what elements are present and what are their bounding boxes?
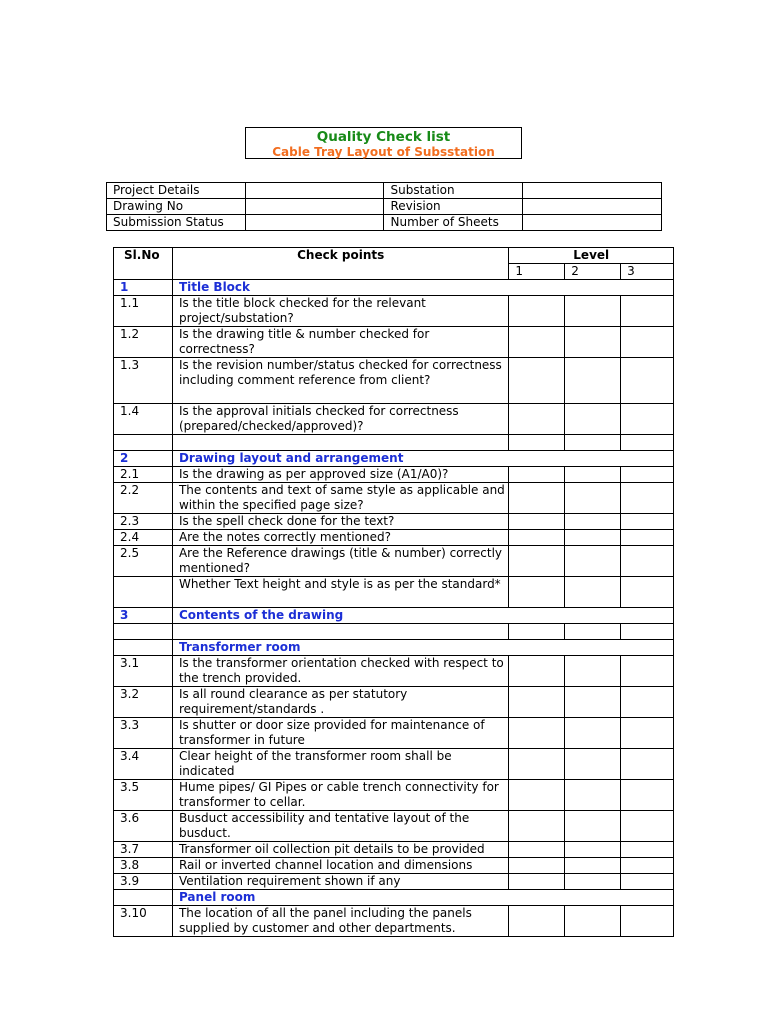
info-label: Substation	[384, 183, 523, 199]
item-number	[114, 435, 173, 451]
level-2-cell[interactable]	[565, 780, 621, 811]
item-number: 1.3	[114, 358, 173, 404]
checkpoint-text: Is the approval initials checked for correctness (prepared/checked/approved)?	[172, 404, 508, 435]
section-row	[114, 608, 674, 624]
info-value-field[interactable]	[523, 199, 662, 215]
level-1-cell[interactable]	[509, 577, 565, 608]
checkpoint-text	[172, 624, 508, 640]
item-number: 1.4	[114, 404, 173, 435]
checkpoint-text: Is the drawing title & number checked for correctness?	[172, 327, 508, 358]
item-number: 3.3	[114, 718, 173, 749]
level-3-cell[interactable]	[621, 718, 674, 749]
section-number	[114, 890, 173, 906]
level-3-cell[interactable]	[621, 296, 674, 327]
level-3-cell[interactable]	[621, 530, 674, 546]
blank-row	[114, 435, 674, 451]
checkpoint-text: Is shutter or door size provided for maintenance of transformer in future	[172, 718, 508, 749]
item-number: 2.5	[114, 546, 173, 577]
item-number: 2.4	[114, 530, 173, 546]
info-row	[107, 215, 662, 231]
level-3-header: 3	[621, 264, 674, 280]
checklist-row	[114, 358, 674, 404]
section-number	[114, 640, 173, 656]
level-2-cell[interactable]	[565, 858, 621, 874]
level-1-cell[interactable]	[509, 811, 565, 842]
level-2-cell[interactable]	[565, 467, 621, 483]
level-3-cell[interactable]	[621, 906, 674, 937]
level-2-cell[interactable]	[565, 656, 621, 687]
level-1-cell[interactable]	[509, 530, 565, 546]
info-value-field[interactable]	[245, 215, 384, 231]
checkpoint-text: The location of all the panel including the panels supplied by customer and other departments.	[172, 906, 508, 937]
item-number: 3.4	[114, 749, 173, 780]
checklist-row	[114, 296, 674, 327]
item-number: 3.1	[114, 656, 173, 687]
level-3-cell[interactable]	[621, 656, 674, 687]
level-3-cell[interactable]	[621, 358, 674, 404]
info-label: Drawing No	[107, 199, 246, 215]
checkpoint-text: Is the drawing as per approved size (A1/A0)?	[172, 467, 508, 483]
level-1-cell[interactable]	[509, 718, 565, 749]
checklist-row	[114, 467, 674, 483]
item-number: 1.1	[114, 296, 173, 327]
item-number: 3.5	[114, 780, 173, 811]
level-2-cell[interactable]	[565, 546, 621, 577]
section-title: Transformer room	[172, 640, 673, 656]
checkpoint-text: Is all round clearance as per statutory requirement/standards .	[172, 687, 508, 718]
level-3-cell[interactable]	[621, 404, 674, 435]
level-3-cell[interactable]	[621, 467, 674, 483]
item-number: 3.7	[114, 842, 173, 858]
level-1-cell[interactable]	[509, 749, 565, 780]
level-2-cell[interactable]	[565, 906, 621, 937]
checkpoint-text: Is the spell check done for the text?	[172, 514, 508, 530]
level-2-cell	[565, 624, 621, 640]
checkpoint-text: Clear height of the transformer room shall be indicated	[172, 749, 508, 780]
checklist-row	[114, 842, 674, 858]
level-3-cell	[621, 624, 674, 640]
section-row	[114, 890, 674, 906]
level-3-cell[interactable]	[621, 811, 674, 842]
level-1-cell[interactable]	[509, 842, 565, 858]
level-1-cell	[509, 435, 565, 451]
slno-header: Sl.No	[114, 248, 173, 280]
info-label: Submission Status	[107, 215, 246, 231]
checkpoint-text: Ventilation requirement shown if any	[172, 874, 508, 890]
item-number	[114, 577, 173, 608]
info-value-field[interactable]	[245, 199, 384, 215]
checkpoint-text: Hume pipes/ GI Pipes or cable trench connectivity for transformer to cellar.	[172, 780, 508, 811]
level-1-cell[interactable]	[509, 296, 565, 327]
level-2-cell[interactable]	[565, 514, 621, 530]
level-2-cell[interactable]	[565, 718, 621, 749]
level-1-cell[interactable]	[509, 514, 565, 530]
checklist-row	[114, 404, 674, 435]
section-row	[114, 451, 674, 467]
section-number: 2	[114, 451, 173, 467]
checklist-row	[114, 577, 674, 608]
level-3-cell[interactable]	[621, 687, 674, 718]
level-3-cell[interactable]	[621, 780, 674, 811]
item-number: 2.1	[114, 467, 173, 483]
item-number: 3.8	[114, 858, 173, 874]
level-3-cell[interactable]	[621, 749, 674, 780]
section-number: 3	[114, 608, 173, 624]
checklist-row	[114, 514, 674, 530]
info-value-field[interactable]	[245, 183, 384, 199]
level-3-cell[interactable]	[621, 514, 674, 530]
level-1-cell[interactable]	[509, 780, 565, 811]
info-label: Project Details	[107, 183, 246, 199]
project-info-table	[106, 182, 662, 231]
level-2-cell[interactable]	[565, 358, 621, 404]
level-3-cell[interactable]	[621, 577, 674, 608]
level-2-cell[interactable]	[565, 530, 621, 546]
checkpoint-text: Transformer oil collection pit details to be provided	[172, 842, 508, 858]
level-3-cell[interactable]	[621, 483, 674, 514]
level-2-cell[interactable]	[565, 327, 621, 358]
info-value-field[interactable]	[523, 215, 662, 231]
level-2-cell[interactable]	[565, 687, 621, 718]
item-number: 3.6	[114, 811, 173, 842]
info-row	[107, 183, 662, 199]
section-title: Panel room	[172, 890, 673, 906]
level-2-cell[interactable]	[565, 296, 621, 327]
document-title-box	[245, 127, 522, 159]
item-number: 3.2	[114, 687, 173, 718]
level-1-cell[interactable]	[509, 656, 565, 687]
level-1-cell[interactable]	[509, 906, 565, 937]
level-1-cell[interactable]	[509, 483, 565, 514]
item-number	[114, 624, 173, 640]
section-row	[114, 640, 674, 656]
checkpoint-text: Is the title block checked for the relevant project/substation?	[172, 296, 508, 327]
level-2-cell[interactable]	[565, 811, 621, 842]
level-3-cell[interactable]	[621, 546, 674, 577]
level-1-cell[interactable]	[509, 546, 565, 577]
document-subtitle: Cable Tray Layout of Subsstation	[272, 145, 495, 159]
level-2-cell[interactable]	[565, 749, 621, 780]
level-2-header: 2	[565, 264, 621, 280]
checkpoint-text: Are the Reference drawings (title & number) correctly mentioned?	[172, 546, 508, 577]
checklist-row	[114, 718, 674, 749]
checkpoints-header: Check points	[172, 248, 508, 280]
item-number: 1.2	[114, 327, 173, 358]
checkpoint-text: Rail or inverted channel location and dimensions	[172, 858, 508, 874]
checklist-row	[114, 546, 674, 577]
checklist-row	[114, 874, 674, 890]
level-2-cell[interactable]	[565, 577, 621, 608]
item-number: 2.3	[114, 514, 173, 530]
checkpoint-text: Whether Text height and style is as per the standard*	[172, 577, 508, 608]
level-2-cell[interactable]	[565, 483, 621, 514]
level-1-cell[interactable]	[509, 404, 565, 435]
checklist-row	[114, 327, 674, 358]
blank-row	[114, 624, 674, 640]
level-1-cell[interactable]	[509, 327, 565, 358]
info-value-field[interactable]	[523, 183, 662, 199]
checkpoint-text: The contents and text of same style as applicable and within the specified page size?	[172, 483, 508, 514]
document-title: Quality Check list	[316, 129, 451, 145]
level-1-cell[interactable]	[509, 358, 565, 404]
level-1-cell[interactable]	[509, 687, 565, 718]
level-header: Level	[509, 248, 674, 264]
checklist-row	[114, 858, 674, 874]
checklist-row	[114, 749, 674, 780]
checklist-row	[114, 483, 674, 514]
level-2-cell[interactable]	[565, 842, 621, 858]
checkpoint-text	[172, 435, 508, 451]
item-number: 3.10	[114, 906, 173, 937]
section-title: Drawing layout and arrangement	[172, 451, 673, 467]
level-1-cell[interactable]	[509, 858, 565, 874]
checkpoint-text: Is the revision number/status checked for correctness including comment reference from client?	[172, 358, 508, 404]
checklist-row	[114, 656, 674, 687]
info-row	[107, 199, 662, 215]
section-row	[114, 280, 674, 296]
level-3-cell[interactable]	[621, 327, 674, 358]
level-1-cell[interactable]	[509, 467, 565, 483]
info-label: Number of Sheets	[384, 215, 523, 231]
level-3-cell[interactable]	[621, 842, 674, 858]
level-2-cell	[565, 435, 621, 451]
level-3-cell[interactable]	[621, 874, 674, 890]
level-1-cell[interactable]	[509, 874, 565, 890]
info-label: Revision	[384, 199, 523, 215]
checklist-row	[114, 530, 674, 546]
section-title: Contents of the drawing	[172, 608, 673, 624]
level-1-cell	[509, 624, 565, 640]
level-2-cell[interactable]	[565, 874, 621, 890]
checklist-row	[114, 687, 674, 718]
checklist-row	[114, 906, 674, 937]
level-1-header: 1	[509, 264, 565, 280]
checkpoint-text: Busduct accessibility and tentative layout of the busduct.	[172, 811, 508, 842]
checklist-row	[114, 811, 674, 842]
checklist-row	[114, 780, 674, 811]
level-3-cell	[621, 435, 674, 451]
checkpoint-text: Is the transformer orientation checked with respect to the trench provided.	[172, 656, 508, 687]
item-number: 3.9	[114, 874, 173, 890]
level-2-cell[interactable]	[565, 404, 621, 435]
section-title: Title Block	[172, 280, 673, 296]
item-number: 2.2	[114, 483, 173, 514]
section-number: 1	[114, 280, 173, 296]
checklist-table	[113, 247, 674, 937]
checkpoint-text: Are the notes correctly mentioned?	[172, 530, 508, 546]
level-3-cell[interactable]	[621, 858, 674, 874]
